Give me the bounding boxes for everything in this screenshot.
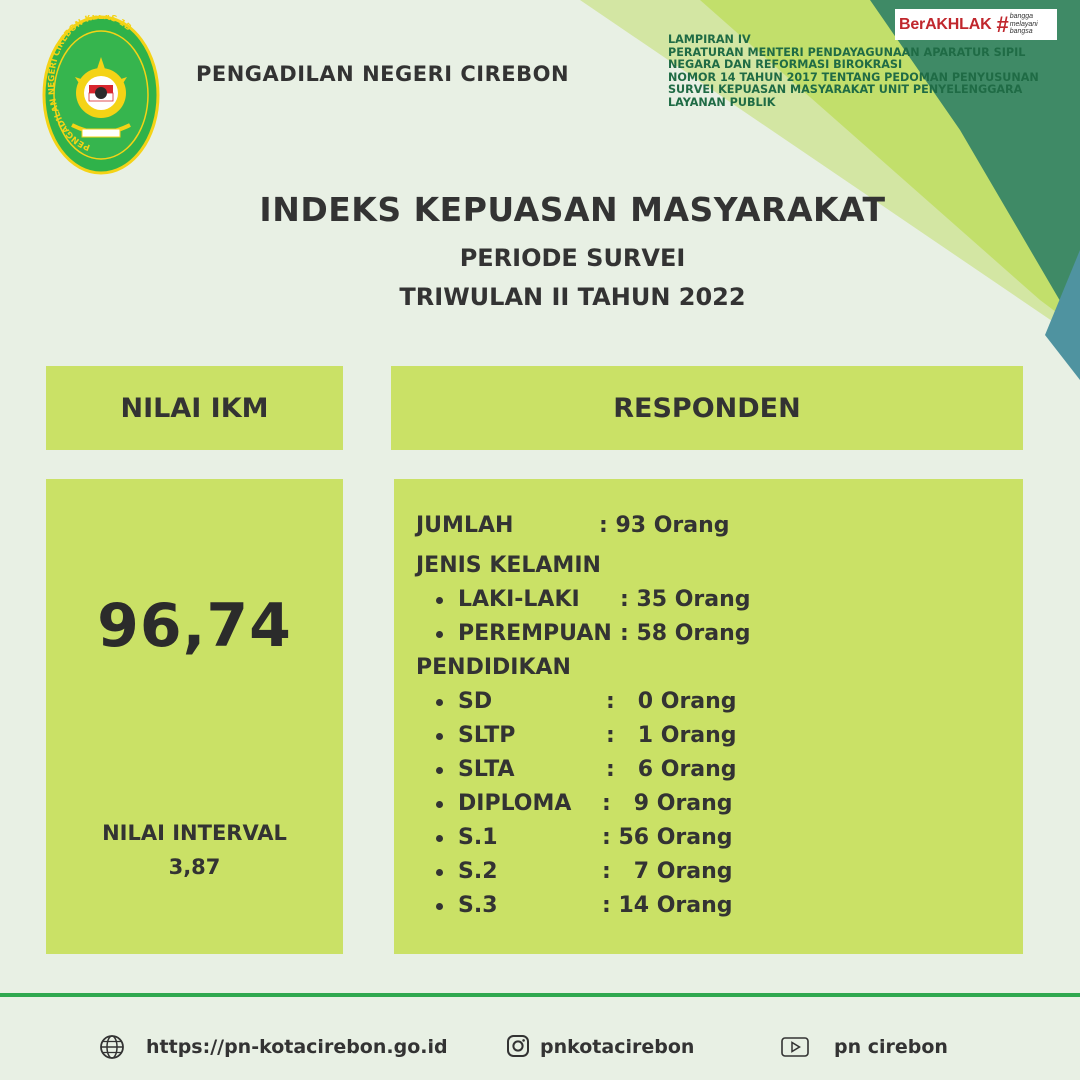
jumlah-label: JUMLAH (416, 513, 514, 538)
bullet (436, 801, 443, 808)
education-value: : 9 Orang (602, 791, 733, 816)
education-label: S.3 (458, 893, 498, 918)
badge-hash: # (996, 11, 1009, 37)
education-label: SD (458, 689, 493, 714)
jumlah-value: : 93 Orang (599, 513, 730, 538)
responden-header: RESPONDEN (391, 366, 1023, 450)
logo-ring-text: PENGADILAN NEGERI CIREBON KELAS 1B (46, 15, 134, 153)
badge-tag: bangga (1009, 13, 1034, 21)
ikm-panel (46, 479, 343, 954)
bullet (436, 733, 443, 740)
youtube-link[interactable]: pn cirebon (834, 1036, 948, 1058)
education-label: S.2 (458, 859, 498, 884)
bullet (436, 631, 443, 638)
badge-tag: bangsa (1009, 28, 1033, 36)
page-subtitle-quarter: TRIWULAN II TAHUN 2022 (399, 283, 746, 311)
education-label: SLTP (458, 723, 516, 748)
bullet (436, 767, 443, 774)
interval-value: 3,87 (168, 855, 221, 879)
website-link[interactable]: https://pn-kotacirebon.go.id (146, 1036, 448, 1058)
instagram-link[interactable]: pnkotacirebon (540, 1036, 695, 1058)
regulation-line: NOMOR 14 TAHUN 2017 TENTANG PEDOMAN PENYUSUNAN (668, 70, 1039, 84)
education-label: DIPLOMA (458, 791, 572, 816)
regulation-reference (668, 34, 1068, 109)
responden-panel (394, 479, 1023, 954)
instagram-icon (506, 1034, 530, 1058)
bullet (436, 597, 443, 604)
gender-heading: JENIS KELAMIN (416, 553, 601, 578)
gender-label-female: PEREMPUAN (458, 621, 612, 646)
court-logo (42, 15, 160, 175)
regulation-line: SURVEI KEPUASAN MASYARAKAT UNIT PENYELENGGARA (668, 83, 1023, 96)
ikm-value: 96,74 (97, 591, 292, 661)
court-name: PENGADILAN NEGERI CIREBON (196, 62, 570, 86)
page-subtitle-period: PERIODE SURVEI (459, 244, 686, 272)
bullet (436, 835, 443, 842)
bullet (436, 869, 443, 876)
regulation-line: LAYANAN PUBLIK (668, 95, 776, 109)
education-heading: PENDIDIKAN (416, 655, 571, 680)
regulation-line: PERATURAN MENTERI PENDAYAGUNAAN APARATUR SIPIL (668, 45, 1026, 59)
badge-tag: melayani (1009, 20, 1038, 28)
education-value: : 14 Orang (602, 893, 733, 918)
bullet (436, 699, 443, 706)
education-label: SLTA (458, 757, 515, 782)
interval-label: NILAI INTERVAL (102, 821, 287, 845)
regulation-line: LAMPIRAN IV (668, 33, 751, 46)
page-title: INDEKS KEPUASAN MASYARAKAT (259, 190, 886, 229)
gender-value-female: : 58 Orang (620, 621, 751, 646)
education-value: : 7 Orang (602, 859, 733, 884)
bullet (436, 903, 443, 910)
badge-main-text: BerAKHLAK (899, 15, 992, 33)
regulation-line: NEGARA DAN REFORMASI BIROKRASI (668, 58, 903, 71)
footer-divider (0, 993, 1080, 997)
gender-label-male: LAKI-LAKI (458, 587, 580, 612)
education-value: : 1 Orang (606, 723, 737, 748)
youtube-icon (780, 1034, 810, 1060)
education-value: : 6 Orang (606, 757, 737, 782)
education-value: : 0 Orang (606, 689, 737, 714)
ikm-header: NILAI IKM (46, 366, 343, 450)
badge-tags (1010, 13, 1038, 36)
education-label: S.1 (458, 825, 498, 850)
gender-value-male: : 35 Orang (620, 587, 751, 612)
globe-icon (99, 1034, 125, 1060)
education-value: : 56 Orang (602, 825, 733, 850)
